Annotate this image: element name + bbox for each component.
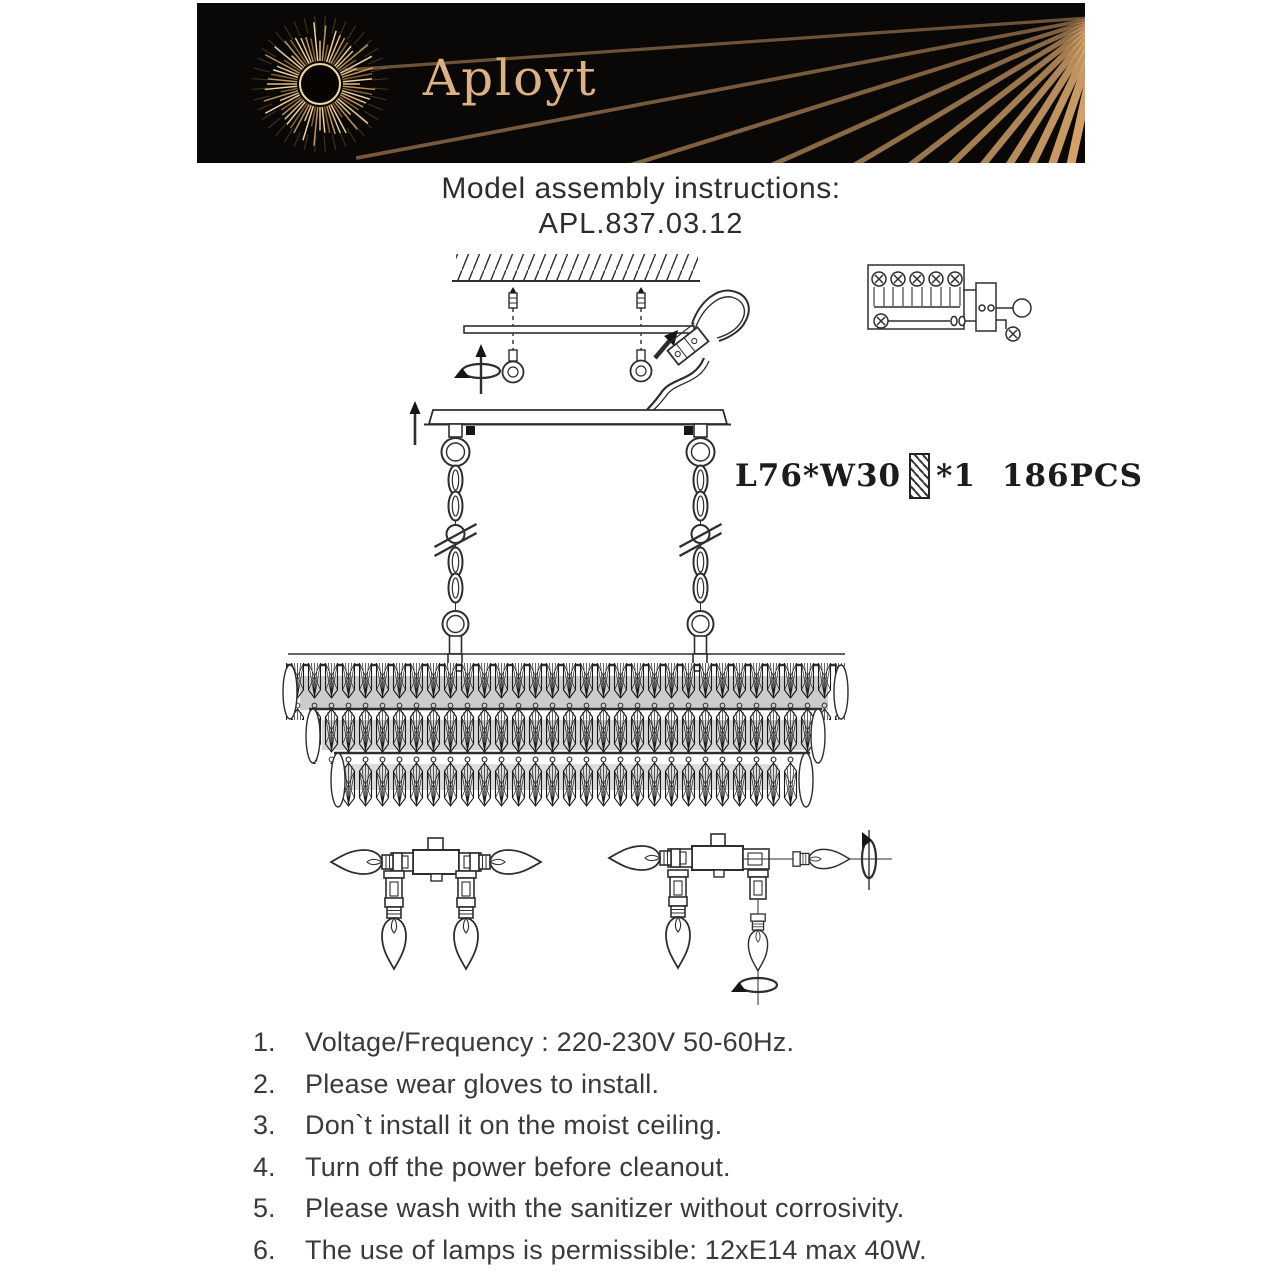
screw-heads	[503, 350, 652, 383]
instruction-text: Please wash with the sanitizer without corrosivity.	[305, 1193, 905, 1223]
instruction-number: 2.	[253, 1068, 276, 1099]
spec-quantity: *1	[936, 458, 976, 494]
crystal-chandelier-body	[283, 654, 848, 808]
instruction-text: Voltage/Frequency : 220-230V 50-60Hz.	[305, 1027, 795, 1057]
instruction-number: 5.	[253, 1193, 276, 1223]
crystal-tier-3	[331, 751, 813, 808]
instruction-text: The use of lamps is permissible: 12xE14 max 40W.	[305, 1234, 927, 1265]
ceiling-hatch	[452, 254, 700, 281]
instruction-item	[253, 1188, 1083, 1230]
mounting-bar	[464, 326, 694, 333]
bulb-installation-left	[331, 838, 541, 969]
instruction-item	[253, 1230, 1083, 1272]
instruction-number: 1.	[253, 1027, 276, 1057]
assembly-diagram	[250, 246, 1090, 1022]
spec-pieces: 186PCS	[1001, 458, 1143, 494]
brand-logo-text: Aployt	[423, 49, 598, 107]
bulb-rotation-arrow-bottom	[731, 978, 777, 992]
instruction-text: Please wear gloves to install.	[305, 1068, 660, 1099]
anchor-screws	[509, 287, 645, 352]
rotation-arrow-icon	[454, 344, 500, 394]
brand-banner	[197, 3, 1085, 163]
instruction-item	[253, 1147, 1083, 1189]
spec-dimensions: L76*W30	[735, 458, 902, 494]
instruction-number: 6.	[253, 1234, 276, 1265]
bulb-rotation-arrow-right	[862, 830, 876, 890]
suspension-chains	[435, 438, 722, 654]
instruction-item	[253, 1064, 1083, 1106]
instruction-text: Turn off the power before cleanout.	[305, 1151, 731, 1182]
instruction-number: 3.	[253, 1110, 276, 1140]
instructions-list	[253, 1022, 1083, 1271]
instruction-item	[253, 1022, 1083, 1064]
page-title: Model assembly instructions:	[441, 172, 841, 205]
bulb-installation-right	[609, 830, 892, 1005]
instruction-number: 4.	[253, 1151, 276, 1182]
lift-arrow-icon	[410, 401, 421, 445]
model-number: APL.837.03.12	[538, 208, 744, 240]
instruction-text: Don`t install it on the moist ceiling.	[305, 1110, 723, 1140]
wiring-diagram	[868, 265, 1031, 341]
canopy-plate	[424, 410, 731, 437]
instruction-item	[253, 1105, 1083, 1147]
gold-rays-icon	[197, 3, 1085, 163]
